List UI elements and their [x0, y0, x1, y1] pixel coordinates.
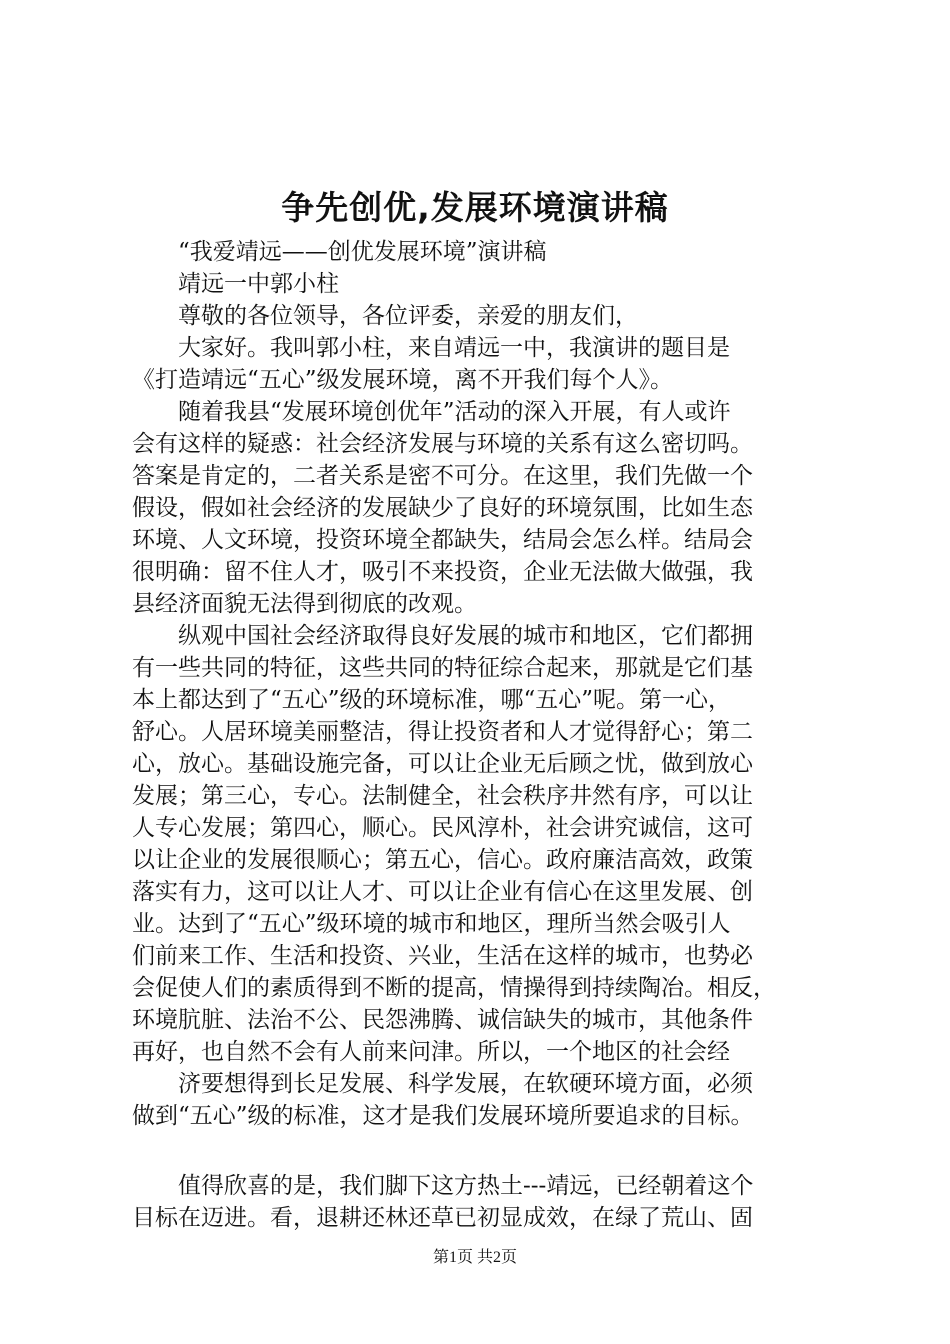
body-line: 发展；第三心，专心。法制健全，社会秩序井然有序，可以让: [132, 783, 753, 809]
body-line: 舒心。人居环境美丽整洁，得让投资者和人才觉得舒心；第二: [132, 719, 753, 745]
body-line: 落实有力，这可以让人才、可以让企业有信心在这里发展、创: [132, 879, 753, 905]
paragraph-gap: [132, 1132, 832, 1170]
page-footer: 第1页 共2页: [432, 1249, 517, 1266]
body-line: 济要想得到长足发展、科学发展，在软硬环境方面，必须: [178, 1071, 753, 1097]
body-line: 靖远一中郭小柱: [178, 271, 339, 297]
body-line: 会促使人们的素质得到不断的提高，情操得到持续陶冶。相反，: [132, 975, 776, 1001]
body-line: 值得欣喜的是，我们脚下这方热土---靖远，已经朝着这个: [178, 1173, 754, 1199]
body-line: 本上都达到了“五心”级的环境标准，哪“五心”呢。第一心，: [132, 687, 732, 713]
body-line: 纵观中国社会经济取得良好发展的城市和地区，它们都拥: [178, 623, 753, 649]
body-line: 会有这样的疑惑：社会经济发展与环境的关系有这么密切吗。: [132, 431, 753, 457]
document-body: [132, 236, 832, 1234]
body-line: 有一些共同的特征，这些共同的特征综合起来，那就是它们基: [132, 655, 753, 681]
document-title: 争先创优,发展环境演讲稿: [281, 188, 669, 227]
body-line: 《打造靖远“五心”级发展环境，离不开我们每个人》。: [132, 367, 674, 393]
body-line: 环境肮脏、法治不公、民怨沸腾、诚信缺失的城市，其他条件: [132, 1007, 753, 1033]
body-line: 们前来工作、生活和投资、兴业，生活在这样的城市，也势必: [132, 943, 753, 969]
body-line: 大家好。我叫郭小柱，来自靖远一中，我演讲的题目是: [178, 335, 730, 361]
body-line: 县经济面貌无法得到彻底的改观。: [132, 591, 477, 617]
body-line: 以让企业的发展很顺心；第五心，信心。政府廉洁高效，政策: [132, 847, 753, 873]
body-line: “我爱靖远——创优发展环境”演讲稿: [178, 239, 547, 265]
body-line: 很明确：留不住人才，吸引不来投资，企业无法做大做强，我: [132, 559, 753, 585]
body-line: 做到“五心”级的标准，这才是我们发展环境所要追求的目标。: [132, 1103, 754, 1129]
body-line: 假设，假如社会经济的发展缺少了良好的环境氛围，比如生态: [132, 495, 753, 521]
body-line: 目标在迈进。看，退耕还林还草已初显成效，在绿了荒山、固: [132, 1205, 753, 1231]
body-line: 答案是肯定的，二者关系是密不可分。在这里，我们先做一个: [132, 463, 753, 489]
body-line: 心，放心。基础设施完备，可以让企业无后顾之忧，做到放心: [132, 751, 753, 777]
body-line: 尊敬的各位领导，各位评委，亲爱的朋友们，: [178, 303, 638, 329]
body-line: 人专心发展；第四心，顺心。民风淳朴，社会讲究诚信，这可: [132, 815, 753, 841]
body-line: 环境、人文环境，投资环境全都缺失，结局会怎么样。结局会: [132, 527, 753, 553]
body-line: 再好，也自然不会有人前来问津。所以，一个地区的社会经: [132, 1039, 730, 1065]
body-line: 随着我县“发展环境创优年”活动的深入开展，有人或许: [178, 399, 731, 425]
body-line: 业。达到了“五心”级环境的城市和地区，理所当然会吸引人: [132, 911, 731, 937]
